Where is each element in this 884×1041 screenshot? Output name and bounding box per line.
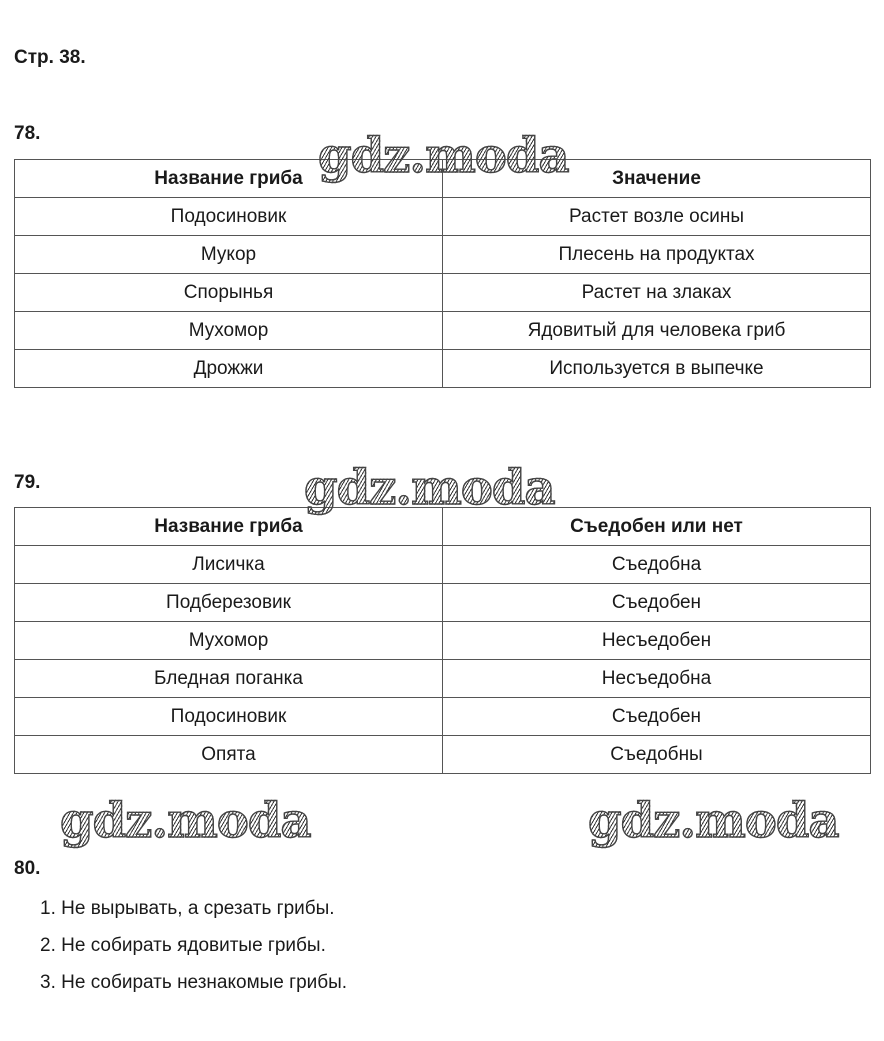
task-79-number: 79. [14,472,41,493]
table-cell: Мукор [15,236,443,274]
table-header-row [15,508,871,546]
column-header-meaning: Значение [443,160,871,198]
table-cell: Бледная поганка [15,660,443,698]
table-row [15,584,871,622]
task-80-number: 80. [14,858,41,879]
table-row [15,198,871,236]
table-cell: Съедобны [443,736,871,774]
table-row [15,736,871,774]
table-row [15,274,871,312]
table-cell: Спорынья [15,274,443,312]
table-row [15,622,871,660]
table-row [15,236,871,274]
column-header-mushroom: Название гриба [15,160,443,198]
task-78-table [14,159,871,388]
task-78-number: 78. [14,123,41,144]
table-cell: Съедобен [443,584,871,622]
table-cell: Несъедобна [443,660,871,698]
list-item: 1. Не вырывать, а срезать грибы. [40,898,335,919]
list-item: 2. Не собирать ядовитые грибы. [40,935,326,956]
table-cell: Растет на злаках [443,274,871,312]
task-79-table [14,507,871,774]
watermark-logo: gdz.moda [60,793,311,849]
task-80-list [40,896,347,1007]
table-cell: Мухомор [15,312,443,350]
watermark-logo: gdz.moda [588,793,839,849]
table-cell: Подосиновик [15,198,443,236]
table-row [15,698,871,736]
table-row [15,660,871,698]
page-title: Стр. 38. [14,47,86,68]
table-row [15,312,871,350]
column-header-edibility: Съедобен или нет [443,508,871,546]
list-item: 3. Не собирать незнакомые грибы. [40,972,348,993]
watermark-logo: gdz.moda [318,128,569,184]
table-cell: Мухомор [15,622,443,660]
table-cell: Лисичка [15,546,443,584]
table-cell: Съедобна [443,546,871,584]
table-cell: Подберезовик [15,584,443,622]
table-cell: Дрожжи [15,350,443,388]
table-cell: Съедобен [443,698,871,736]
table-cell: Растет возле осины [443,198,871,236]
table-row [15,350,871,388]
column-header-mushroom: Название гриба [15,508,443,546]
table-header-row [15,160,871,198]
table-cell: Несъедобен [443,622,871,660]
table-cell: Ядовитый для человека гриб [443,312,871,350]
table-cell: Плесень на продуктах [443,236,871,274]
table-cell: Подосиновик [15,698,443,736]
table-cell: Опята [15,736,443,774]
table-cell: Используется в выпечке [443,350,871,388]
watermark-logo: gdz.moda [304,460,555,516]
table-row [15,546,871,584]
